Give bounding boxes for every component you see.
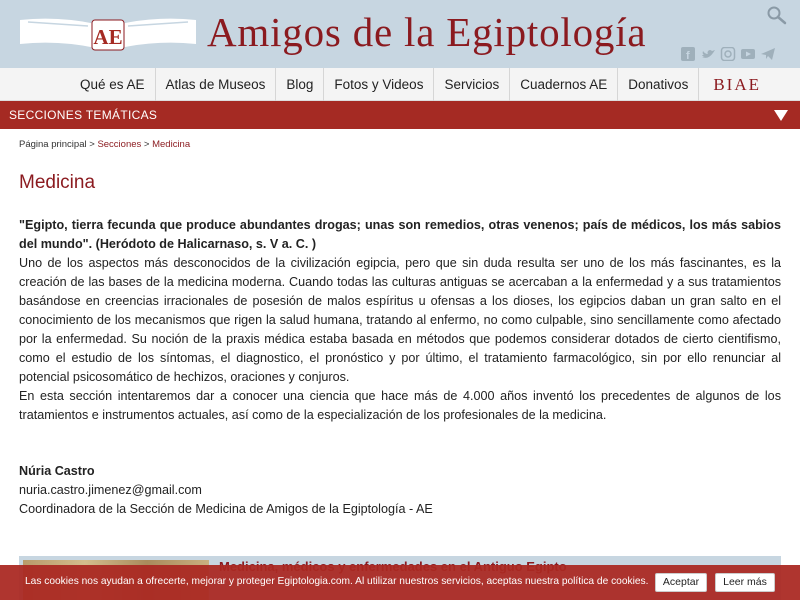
breadcrumb-current[interactable]: Medicina (152, 139, 191, 150)
nav-item-servicios[interactable]: Servicios (433, 68, 509, 101)
breadcrumb (19, 139, 190, 150)
main-content (19, 216, 781, 425)
page-title: Medicina (19, 172, 96, 193)
nav-item-fotos-y-videos[interactable]: Fotos y Videos (323, 68, 433, 101)
sections-label: SECCIONES TEMÁTICAS (9, 108, 158, 122)
youtube-icon[interactable] (740, 47, 756, 61)
nav-item-blog[interactable]: Blog (275, 68, 323, 101)
intro-paragraph: Uno de los aspectos más desconocidos de la civilización egipcia, pero que sin duda resulta ser uno de los más fascinantes, es la creación de las bases de la medicina moderna. Cuando todas las culturas antiguas se acercaban a la enfermedad y a sus tratamientos basándose en creencias irracionales de posesión de malos espíritus u ofensas a los dioses, los egipcios daban un gran salto en el conocimiento de los mecanismos que rigen la salud humana, tratando al enfermo, no como culpable, sino sencillamente como afectado por la enfermedad. Su noción de la praxis médica estaba basada en métodos que podemos considerar dotados de cierto cientifismo, como el estudio de los síntomas, el diagnostico, el pronóstico y por último, el tratamiento farmacológico, sin por ello renunciar al potencial psicosomático de hechizos, oraciones y conjuros. (19, 256, 781, 384)
breadcrumb-home[interactable]: Página principal (19, 139, 87, 150)
author-email[interactable]: nuria.castro.jimenez@gmail.com (19, 483, 202, 497)
breadcrumb-separator: > (141, 139, 153, 150)
herodotus-quote: "Egipto, tierra fecunda que produce abundantes drogas; unas son remedios, otras venenos; país de médicos, los más sabios del mundo". (Heródoto de Halicarnaso, s. V a. C. ) (19, 218, 781, 251)
author-role: Coordinadora de la Sección de Medicina de Amigos de la Egiptología - AE (19, 502, 433, 516)
cookie-text: Las cookies nos ayudan a ofrecerte, mejorar y proteger Egiptologia.com. Al utilizar nuestros servicios, aceptas nuestra política de cookies. (25, 576, 649, 587)
cookie-banner (0, 565, 800, 600)
nav-item-cuadernos-ae[interactable]: Cuadernos AE (509, 68, 617, 101)
chevron-down-icon[interactable] (774, 110, 788, 121)
site-title[interactable]: Amigos de la Egiptología (207, 9, 647, 55)
facebook-icon[interactable] (680, 47, 696, 61)
logo-text: AE (93, 25, 123, 49)
site-logo[interactable] (18, 14, 198, 56)
author-name: Núria Castro (19, 464, 95, 478)
section-paragraph: En esta sección intentaremos dar a conocer una ciencia que hace más de 4.000 años inventó los precedentes de algunos de los tratamientos e instrumentos actuales, así como de la especialización de los profesionales de la medicina. (19, 389, 781, 422)
breadcrumb-separator: > (86, 139, 98, 150)
twitter-icon[interactable] (700, 47, 716, 61)
instagram-icon[interactable] (720, 47, 736, 61)
telegram-icon[interactable] (760, 47, 776, 61)
search-icon[interactable] (766, 5, 788, 25)
breadcrumb-sections[interactable]: Secciones (97, 139, 142, 150)
svg-text:f: f (686, 50, 690, 61)
sections-dropdown-bar[interactable] (0, 101, 800, 129)
social-links (680, 47, 776, 61)
read-more-button[interactable]: Leer más (715, 573, 775, 592)
nav-item-que-es-ae[interactable]: Qué es AE (80, 77, 145, 92)
nav-item-biae-logo[interactable]: BIAE (698, 68, 775, 101)
nav-item-donativos[interactable]: Donativos (617, 68, 698, 101)
main-nav (0, 68, 800, 101)
nav-item-atlas-de-museos[interactable]: Atlas de Museos (155, 68, 276, 101)
site-header (0, 0, 800, 68)
accept-cookies-button[interactable]: Aceptar (655, 573, 707, 592)
author-block (19, 462, 433, 519)
